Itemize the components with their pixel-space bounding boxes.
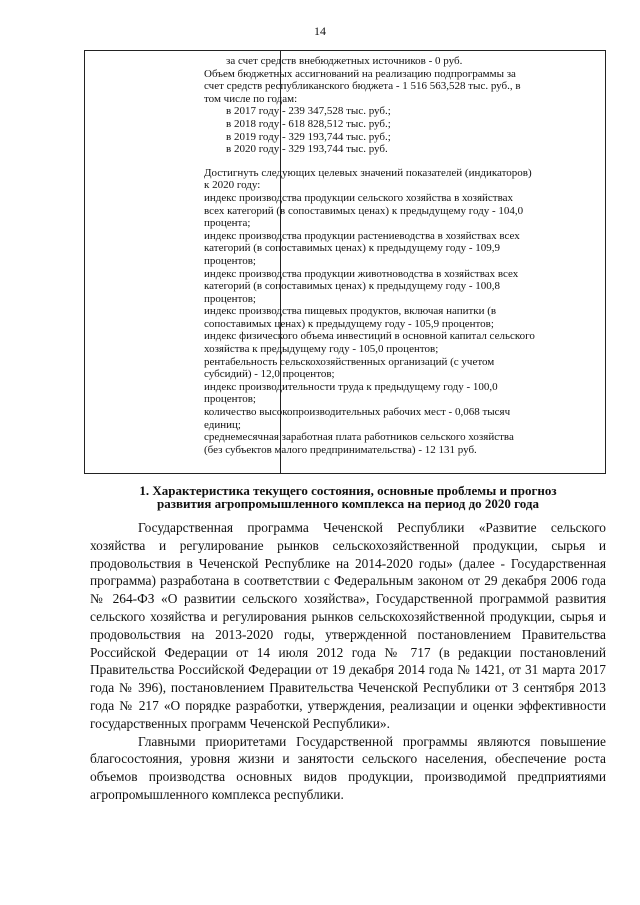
table-line: индекс производства пищевых продуктов, включая напитки (в [204,305,497,318]
table-line: хозяйства к предыдущему году - 105,0 процентов; [204,343,439,356]
table-line: всех категорий (в сопоставимых ценах) к предыдущему году - 104,0 [204,204,524,217]
body-text [90,519,606,804]
paragraph-1: Государственная программа Чеченской Республики «Развитие сельского хозяйства и регулирование рынков сельскохозяйственной продукции, сырья и продовольствия в Чеченской Республике на 2014-2020 годы» (далее - Государственная программа) разработана в соответствии с Федеральным законом от 29 декабря 2006 года № 264-ФЗ «О развитии сельского хозяйства», Государственной программой развития сельского хозяйства и регулирования рынков сельскохозяйственной продукции, сырья и продовольствия на 2013-2020 годы, утвержденной постановлением Правительства Российской Федерации от 14 июля 2012 года № 717 (в редакции постановлений Правительства Российской Федерации от 19 декабря 2014 года № 1421, от 31 марта 2017 года № 396), постановлением Правительства Чеченской Республики от 3 сентября 2013 года № 217 «О порядке разработки, утверждения, реализации и оценки эффективности государственных программ Чеченской Республики». [90,520,606,731]
table-line: в 2017 году - 239 347,528 тыс. руб.; [226,105,391,118]
table-line: субсидий) - 12,0 процентов; [204,368,335,381]
table-line: в 2018 году - 618 828,512 тыс. руб.; [226,117,391,130]
table-spacer [204,156,599,167]
table-line: индекс физического объема инвестиций в основной капитал сельского [204,330,535,343]
passport-table [84,50,606,474]
table-line: индекс производства продукции растениеводства в хозяйствах всех [204,229,520,242]
table-line: том числе по годам: [204,92,298,105]
table-line: процента; [204,217,251,230]
table-line: процентов; [204,393,256,406]
table-line: Объем бюджетных ассигнований на реализацию подпрограммы за [204,67,516,80]
table-line: индекс производительности труда к предыдущему году - 100,0 [204,380,498,393]
page-number: 14 [314,24,326,38]
table-line: сопоставимых ценах) к предыдущему году - 105,9 процентов; [204,317,494,330]
table-content-cell [204,55,599,456]
table-line: за счет средств внебюджетных источников - 0 руб. [226,55,463,67]
table-line: в 2020 году - 329 193,744 тыс. руб. [226,143,388,156]
table-line: рентабельность сельскохозяйственных организаций (с учетом [204,355,495,368]
table-line: категорий (в сопоставимых ценах) к предыдущему году - 109,9 [204,242,501,255]
section-heading-line-1: 1. Характеристика текущего состояния, основные проблемы и прогноз [139,483,557,498]
table-line: количество высокопроизводительных рабочих мест - 0,068 тысяч [204,406,511,419]
section-heading-line-2: развития агропромышленного комплекса на период до 2020 года [157,496,539,511]
table-line: индекс производства продукции сельского хозяйства в хозяйствах [204,191,514,204]
table-line: в 2019 году - 329 193,744 тыс. руб.; [226,130,391,143]
table-line: (без субъектов малого предпринимательства) - 12 131 руб. [204,443,477,456]
table-line: счет средств республиканского бюджета - 1 516 563,528 тыс. руб., в [204,80,521,93]
table-line: Достигнуть следующих целевых значений показателей (индикаторов) [204,166,532,179]
table-line: единиц; [204,418,241,431]
paragraph-2: Главными приоритетами Государственной программы являются повышение благосостояния, уровня жизни и занятости сельского населения, обеспечение роста объемов производства основных видов продукции, производимой предприятиями агропромышленного комплекса республики. [90,733,606,802]
table-line: процентов; [204,254,256,267]
table-line: категорий (в сопоставимых ценах) к предыдущему году - 100,8 [204,280,501,293]
section-heading [90,484,606,510]
table-line: индекс производства продукции животноводства в хозяйствах всех [204,267,519,280]
table-line: процентов; [204,292,256,305]
table-line: к 2020 году: [204,179,261,192]
table-line: среднемесячная заработная плата работников сельского хозяйства [204,431,514,444]
